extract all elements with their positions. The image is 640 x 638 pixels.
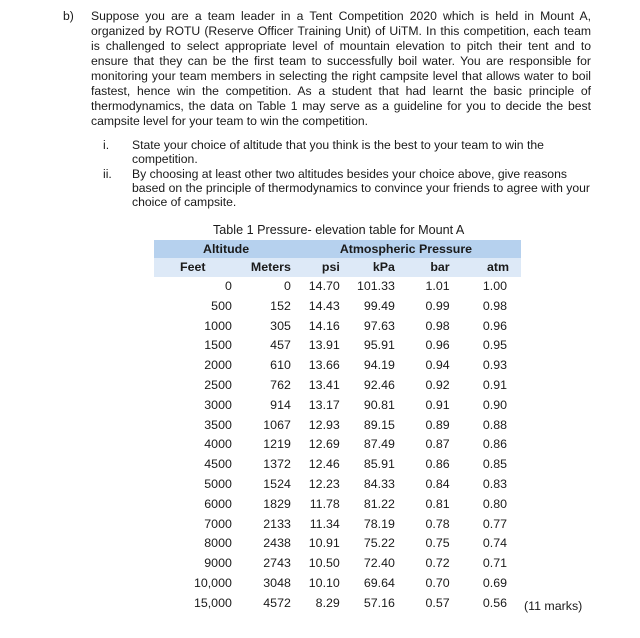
cell-atm: 0.71 <box>482 556 507 571</box>
cell-psi: 13.91 <box>308 338 340 353</box>
cell-feet: 6000 <box>204 496 232 511</box>
question-label: b) <box>63 9 74 23</box>
cell-kpa: 87.49 <box>363 437 395 452</box>
cell-psi: 14.70 <box>308 279 340 293</box>
cell-kpa: 69.64 <box>363 575 395 590</box>
column-header-meters: Meters <box>232 258 291 277</box>
cell-psi: 11.78 <box>309 496 340 511</box>
cell-kpa: 75.22 <box>363 536 395 551</box>
table-row <box>154 356 521 376</box>
table-row <box>154 396 521 416</box>
cell-atm: 0.56 <box>482 595 507 610</box>
subquestion-number: ii. <box>103 167 112 181</box>
marks-label: (11 marks) <box>524 599 583 613</box>
cell-atm: 0.98 <box>482 298 507 313</box>
cell-meters: 2438 <box>263 536 291 551</box>
cell-meters: 4572 <box>263 595 291 610</box>
cell-kpa: 89.15 <box>363 417 395 432</box>
table-row <box>154 515 521 535</box>
cell-psi: 13.17 <box>308 397 340 412</box>
cell-feet: 2000 <box>204 358 232 373</box>
cell-psi: 12.93 <box>308 417 340 432</box>
cell-atm: 0.88 <box>482 417 507 432</box>
cell-kpa: 97.63 <box>363 318 395 333</box>
cell-meters: 1219 <box>263 437 291 452</box>
cell-meters: 3048 <box>263 575 291 590</box>
column-header-kpa: kPa <box>340 258 395 277</box>
cell-meters: 457 <box>270 338 291 353</box>
cell-bar: 0.70 <box>425 575 450 590</box>
cell-feet: 4000 <box>204 437 232 452</box>
column-header-bar: bar <box>395 258 450 277</box>
cell-psi: 12.23 <box>308 476 340 491</box>
cell-feet: 10,000 <box>193 575 232 590</box>
cell-atm: 0.90 <box>482 397 507 412</box>
cell-psi: 13.41 <box>308 377 340 392</box>
cell-meters: 0 <box>283 279 291 293</box>
column-header-atm: atm <box>450 258 521 277</box>
cell-kpa: 95.91 <box>363 338 395 353</box>
column-header-feet: Feet <box>154 258 232 277</box>
cell-bar: 0.84 <box>425 476 450 491</box>
cell-kpa: 90.81 <box>363 397 395 412</box>
subquestion-number: i. <box>103 138 110 152</box>
cell-kpa: 99.49 <box>363 298 395 313</box>
cell-atm: 0.86 <box>482 437 507 452</box>
table-row <box>154 277 521 297</box>
cell-feet: 4500 <box>204 457 232 472</box>
cell-atm: 0.80 <box>482 496 507 511</box>
cell-psi: 13.66 <box>308 358 340 373</box>
cell-feet: 3500 <box>204 417 232 432</box>
cell-bar: 0.72 <box>425 556 450 571</box>
cell-bar: 0.81 <box>425 496 450 511</box>
cell-kpa: 57.16 <box>363 595 395 610</box>
cell-bar: 0.57 <box>425 595 450 610</box>
table-row <box>154 594 521 614</box>
table-group-header-row <box>154 240 521 258</box>
cell-bar: 0.98 <box>425 318 450 333</box>
table-row <box>154 554 521 574</box>
cell-feet: 7000 <box>204 516 232 531</box>
cell-kpa: 85.91 <box>363 457 395 472</box>
cell-bar: 0.75 <box>425 536 450 551</box>
cell-atm: 0.77 <box>482 516 507 531</box>
cell-feet: 9000 <box>204 556 232 571</box>
table-row <box>154 376 521 396</box>
table-row <box>154 495 521 515</box>
table-column-header-row <box>154 258 521 277</box>
cell-psi: 10.50 <box>308 556 340 571</box>
cell-psi: 14.16 <box>308 318 340 333</box>
cell-kpa: 72.40 <box>363 556 395 571</box>
cell-meters: 1067 <box>263 417 291 432</box>
table-row <box>154 534 521 554</box>
cell-meters: 2743 <box>263 556 291 571</box>
cell-atm: 0.91 <box>482 377 507 392</box>
cell-bar: 0.96 <box>425 338 450 353</box>
cell-bar: 0.87 <box>425 437 450 452</box>
cell-atm: 0.69 <box>482 575 507 590</box>
cell-feet: 8000 <box>204 536 232 551</box>
table-caption: Table 1 Pressure- elevation table for Mount A <box>213 223 465 237</box>
cell-atm: 0.95 <box>482 338 507 353</box>
cell-feet: 0 <box>224 279 232 293</box>
table-row <box>154 435 521 455</box>
cell-psi: 14.43 <box>308 298 340 313</box>
cell-kpa: 84.33 <box>363 476 395 491</box>
column-header-psi: psi <box>291 258 340 277</box>
cell-kpa: 92.46 <box>363 377 395 392</box>
cell-bar: 0.92 <box>425 377 450 392</box>
cell-meters: 1372 <box>263 457 291 472</box>
pressure-elevation-table <box>154 240 521 614</box>
pressure-group-header: Atmospheric Pressure <box>291 240 521 258</box>
table-row <box>154 475 521 495</box>
cell-feet: 3000 <box>204 397 232 412</box>
altitude-group-header: Altitude <box>154 240 291 258</box>
cell-psi: 11.34 <box>309 516 340 531</box>
cell-psi: 10.10 <box>308 575 340 590</box>
cell-psi: 10.91 <box>308 536 340 551</box>
cell-atm: 0.93 <box>482 358 507 373</box>
table-row <box>154 317 521 337</box>
cell-kpa: 78.19 <box>363 516 395 531</box>
question-text <box>91 9 591 129</box>
cell-feet: 5000 <box>204 476 232 491</box>
subquestion-text: State your choice of altitude that you think is the best to your team to win the competition. <box>132 138 544 166</box>
table-row <box>154 336 521 356</box>
cell-feet: 2500 <box>204 377 232 392</box>
cell-kpa: 94.19 <box>363 358 395 373</box>
cell-atm: 1.00 <box>482 279 507 293</box>
cell-psi: 12.46 <box>308 457 340 472</box>
table-row <box>154 297 521 317</box>
cell-meters: 762 <box>270 377 291 392</box>
table-row <box>154 416 521 436</box>
table-body <box>154 277 521 614</box>
cell-atm: 0.74 <box>482 536 507 551</box>
cell-bar: 1.01 <box>425 279 450 293</box>
cell-feet: 1000 <box>204 318 232 333</box>
cell-atm: 0.83 <box>482 476 507 491</box>
cell-bar: 0.99 <box>425 298 450 313</box>
cell-psi: 12.69 <box>308 437 340 452</box>
cell-meters: 152 <box>270 298 291 313</box>
cell-kpa: 81.22 <box>363 496 395 511</box>
cell-bar: 0.94 <box>425 358 450 373</box>
cell-meters: 2133 <box>263 516 291 531</box>
cell-meters: 1524 <box>263 476 291 491</box>
cell-feet: 500 <box>211 298 232 313</box>
cell-kpa: 101.33 <box>356 279 395 293</box>
cell-psi: 8.29 <box>315 595 340 610</box>
cell-atm: 0.85 <box>482 457 507 472</box>
cell-meters: 610 <box>270 358 291 373</box>
cell-meters: 914 <box>270 397 291 412</box>
table-row <box>154 574 521 594</box>
cell-meters: 305 <box>270 318 291 333</box>
cell-meters: 1829 <box>263 496 291 511</box>
cell-bar: 0.86 <box>425 457 450 472</box>
cell-bar: 0.78 <box>425 516 450 531</box>
cell-bar: 0.89 <box>425 417 450 432</box>
cell-bar: 0.91 <box>425 397 450 412</box>
cell-feet: 1500 <box>204 338 232 353</box>
cell-feet: 15,000 <box>193 595 232 610</box>
cell-atm: 0.96 <box>482 318 507 333</box>
table-row <box>154 455 521 475</box>
subquestion-text: By choosing at least other two altitudes besides your choice above, give reasons based on the principle of thermodynamics to convince your friends to agree with your choice of campsite. <box>132 167 590 209</box>
question-paragraph: Suppose you are a team leader in a Tent Competition 2020 which is held in Mount A, organized by ROTU (Reserve Officer Training Unit) of UiTM. In this competition, each team is challenged to select appropriate level of mountain elevation to pitch their tent and to ensure that they can be the first team to successfully boil water. You are responsible for monitoring your team members in selecting the right campsite level that allows water to boil fastest, hence win the competition. As a student that had learnt the basic principle of thermodynamics, the data on Table 1 may serve as a guideline for you to decide the best campsite level for your team to win the competition. <box>91 9 591 128</box>
